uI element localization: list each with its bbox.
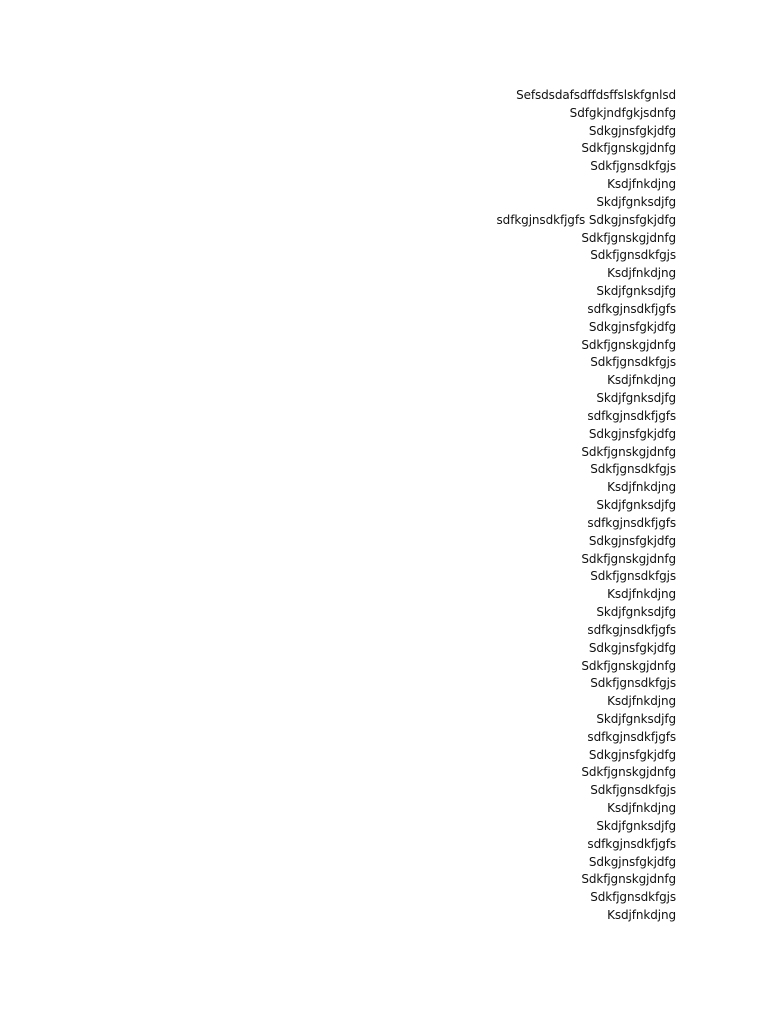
text-line: Sdkfjgnskgjdnfg [581, 141, 676, 156]
text-line: Sdkfjgnsdkfgjs [590, 462, 676, 477]
text-line: Sdkgjnsfgkjdfg [588, 533, 676, 548]
text-line: Sdkfjgnsdkfgjs [590, 355, 676, 370]
text-line: Sdkgjnsfgkjdfg [588, 319, 676, 334]
text-line: sdfkgjnsdkfjgfs Sdkgjnsfgkjdfg [496, 212, 676, 227]
text-line: Skdjfgnksdjfg [596, 284, 676, 299]
text-line: Sdkfjgnskgjdnfg [581, 444, 676, 459]
text-line: Ksdjfnkdjng [607, 373, 676, 388]
text-line: Sdfgkjndfgkjsdnfg [569, 105, 676, 120]
text-line: sdfkgjnsdkfjgfs [587, 515, 676, 530]
text-line: Sdkfjgnskgjdnfg [581, 872, 676, 887]
text-line: Ksdjfnkdjng [607, 480, 676, 495]
text-line: Sdkfjgnskgjdnfg [581, 765, 676, 780]
text-line: Sdkfjgnsdkfgjs [590, 569, 676, 584]
text-line: Skdjfgnksdjfg [596, 818, 676, 833]
text-line: Sdkfjgnsdkfgjs [590, 248, 676, 263]
text-line: Sdkfjgnsdkfgjs [590, 676, 676, 691]
text-line: Sdkfjgnskgjdnfg [581, 337, 676, 352]
text-line: Ksdjfnkdjng [607, 801, 676, 816]
text-line: Sdkfjgnskgjdnfg [581, 551, 676, 566]
text-line: Skdjfgnksdjfg [596, 498, 676, 513]
text-line: sdfkgjnsdkfjgfs [587, 836, 676, 851]
right-aligned-text-block [116, 87, 676, 925]
text-line: Sefsdsdafsdffdsffslskfgnlsd [516, 88, 676, 102]
text-line: Sdkfjgnskgjdnfg [581, 230, 676, 245]
text-line: sdfkgjnsdkfjgfs [587, 729, 676, 744]
text-line: Skdjfgnksdjfg [596, 391, 676, 406]
text-line: Ksdjfnkdjng [607, 177, 676, 192]
text-line: Ksdjfnkdjng [607, 908, 676, 923]
text-line: sdfkgjnsdkfjgfs [587, 408, 676, 423]
text-line: Sdkgjnsfgkjdfg [588, 640, 676, 655]
text-line: Sdkgjnsfgkjdfg [588, 747, 676, 762]
text-line: Sdkfjgnsdkfgjs [590, 890, 676, 905]
text-line: sdfkgjnsdkfjgfs [587, 622, 676, 637]
text-line: Sdkfjgnsdkfgjs [590, 783, 676, 798]
text-line: Ksdjfnkdjng [607, 694, 676, 709]
text-line: Sdkgjnsfgkjdfg [588, 123, 676, 138]
text-line: Skdjfgnksdjfg [596, 194, 676, 209]
text-line: Sdkfjgnskgjdnfg [581, 658, 676, 673]
text-line: Skdjfgnksdjfg [596, 605, 676, 620]
text-line: Sdkfjgnsdkfgjs [590, 159, 676, 174]
text-line: Sdkgjnsfgkjdfg [588, 854, 676, 869]
text-line: Ksdjfnkdjng [607, 266, 676, 281]
text-line: Sdkgjnsfgkjdfg [588, 426, 676, 441]
text-line: Ksdjfnkdjng [607, 587, 676, 602]
text-line: sdfkgjnsdkfjgfs [587, 301, 676, 316]
text-line: Skdjfgnksdjfg [596, 711, 676, 726]
